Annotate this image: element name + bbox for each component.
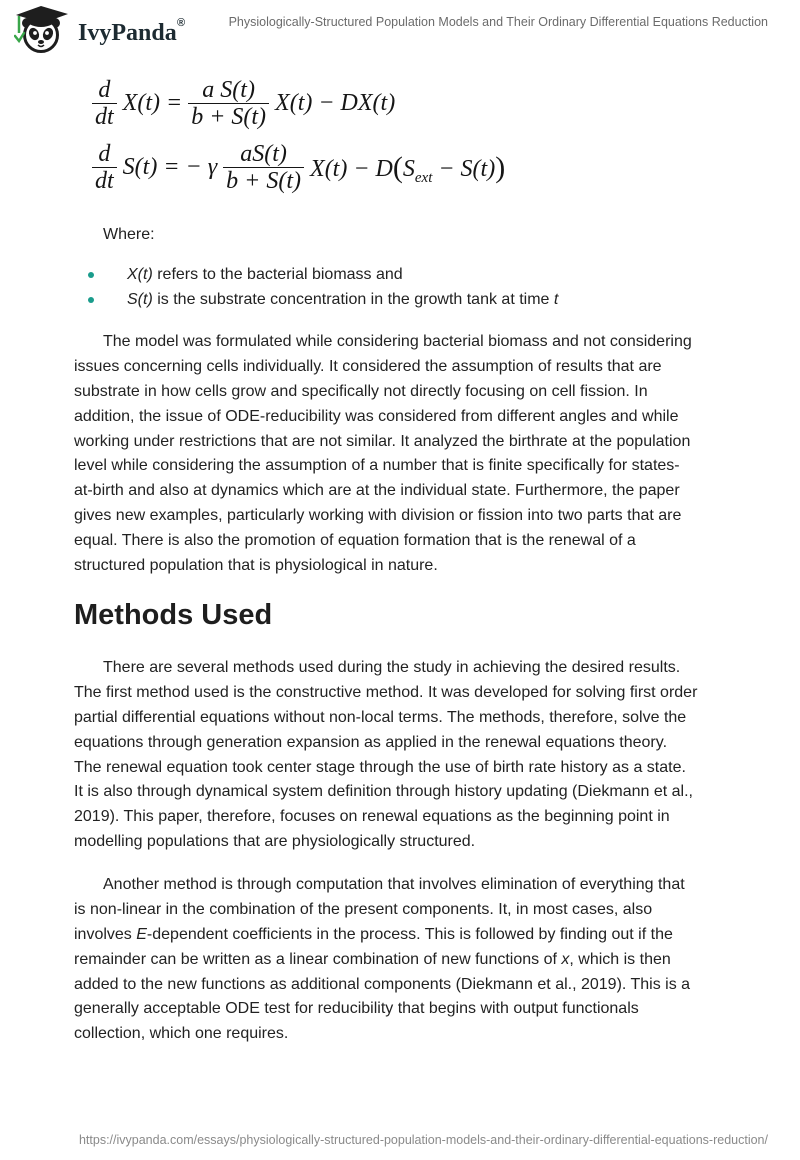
derivative-operator xyxy=(92,141,117,194)
paren-open: ( xyxy=(392,151,403,184)
bullet-dot-icon xyxy=(88,297,94,303)
variable-name: t xyxy=(553,291,559,308)
text-line: substrate in how cells grow and specifically not directly focusing on cell fission. In xyxy=(74,382,648,400)
bullet-dot-icon xyxy=(88,272,94,278)
equation-substrate xyxy=(92,141,505,194)
list-item xyxy=(0,262,760,287)
site-logo[interactable] xyxy=(0,0,192,56)
text-line: The model was formulated while considering bacterial biomass and not considering xyxy=(103,333,692,350)
variable-name: E xyxy=(136,925,147,943)
text-line: Another method is through computation that involves elimination of everything that xyxy=(103,876,685,893)
rhs-term: X(t) − D xyxy=(310,156,393,182)
footer-url: https://ivypanda.com/essays/physiologically-structured-population-models-and-their-ordinary-differential-equations-reduction/ xyxy=(78,1133,768,1147)
text-run: , which is then xyxy=(569,950,671,968)
text-line: The renewal equation took center stage through the use of birth rate history as a state. xyxy=(74,758,686,776)
equation-lhs: S(t) = − γ xyxy=(122,154,218,180)
text-line: level while considering the assumption of a number that is finite specifically for states- xyxy=(74,457,680,475)
text-line: collection, which one requires. xyxy=(74,1025,289,1043)
frac-numerator: aS(t) xyxy=(240,141,287,167)
bullet-text: is the substrate concentration in the growth tank at time xyxy=(152,291,554,308)
variable-name: S(t) xyxy=(127,291,153,308)
equation-rhs: X(t) − DX(t) xyxy=(275,90,396,116)
derivative-operator xyxy=(92,77,117,130)
section-heading: Methods Used xyxy=(74,599,273,631)
text-run: involves xyxy=(74,925,137,943)
text-line: There are several methods used during the study in achieving the desired results. xyxy=(103,659,681,676)
text-run: remainder can be written as a linear combination of new functions of xyxy=(74,950,562,968)
text-line: generally acceptable ODE test for reducibility that begins with output functionals xyxy=(74,1000,639,1018)
paragraph xyxy=(74,873,690,1047)
text-line: 2019). This paper, therefore, focuses on renewal equations as the beginning point in xyxy=(74,808,670,826)
text-line: added to the new functions as additional components (Diekmann et al., 2019). This is a xyxy=(74,975,691,993)
text-line: modelling populations that are physiologically structured. xyxy=(74,833,476,851)
frac-numerator: d xyxy=(98,77,111,103)
frac-denominator: b + S(t) xyxy=(223,167,304,194)
variable-name: x xyxy=(561,950,570,968)
equation-rhs xyxy=(310,151,506,186)
text-line xyxy=(74,923,690,948)
frac-numerator: a S(t) xyxy=(202,77,255,103)
frac-numerator: d xyxy=(98,141,111,167)
rhs-term: − S(t) xyxy=(432,156,496,182)
document-title: Physiologically-Structured Population Models and Their Ordinary Differential Equations Reduction xyxy=(228,15,768,29)
where-label: Where: xyxy=(103,226,155,243)
paragraph xyxy=(74,330,692,579)
equation-lhs: X(t) = xyxy=(122,90,183,116)
text-line: at-birth and also at dynamics which are at the individual state. Furthermore, the paper xyxy=(74,482,680,500)
text-line: working under restrictions that are not similar. It analyzed the birthrate at the population xyxy=(74,432,691,450)
brand-name: IvyPanda xyxy=(78,20,177,46)
text-line: equal. There is also the promotion of equation formation that is the renewal of a xyxy=(74,532,636,550)
text-line: It is also through dynamical system definition through history updating (Diekmann et al., xyxy=(74,783,693,801)
registered-mark: ® xyxy=(177,17,186,29)
panda-graduate-icon xyxy=(14,3,74,55)
text-line: addition, the issue of ODE-reducibility was considered from different angles and while xyxy=(74,407,679,425)
text-line: gives new examples, particularly working with division or fission into two parts that are xyxy=(74,507,682,525)
paren-close: ) xyxy=(495,151,506,184)
bullet-text: refers to the bacterial biomass and xyxy=(152,266,403,283)
text-line: issues concerning cells individually. It considered the assumption of results that are xyxy=(74,357,662,375)
paragraph xyxy=(74,656,697,855)
text-line: partial differential equations without non-local terms. The methods, therefore, solve the xyxy=(74,708,687,726)
rhs-subscript: ext xyxy=(414,170,433,186)
frac-denominator: b + S(t) xyxy=(188,103,269,130)
list-item xyxy=(0,287,760,312)
text-line: equations through generation expansion as applied in the renewal equations theory. xyxy=(74,733,668,751)
rhs-variable: S xyxy=(402,156,415,182)
equation-biomass xyxy=(92,77,395,130)
text-line: The first method used is the constructive method. It was developed for solving first order xyxy=(74,683,698,701)
text-line xyxy=(74,948,690,973)
growth-rate-fraction xyxy=(223,141,304,194)
bullet-list xyxy=(0,262,760,312)
text-run: -dependent coefficients in the process. This is followed by finding out if the xyxy=(146,925,673,943)
frac-denominator: dt xyxy=(92,103,117,130)
text-line: structured population that is physiological in nature. xyxy=(74,557,438,575)
variable-name: X(t) xyxy=(127,266,153,283)
text-line: is non-linear in the combination of the present components. It, in most cases, also xyxy=(74,900,653,918)
frac-denominator: dt xyxy=(92,167,117,194)
growth-rate-fraction xyxy=(188,77,269,130)
